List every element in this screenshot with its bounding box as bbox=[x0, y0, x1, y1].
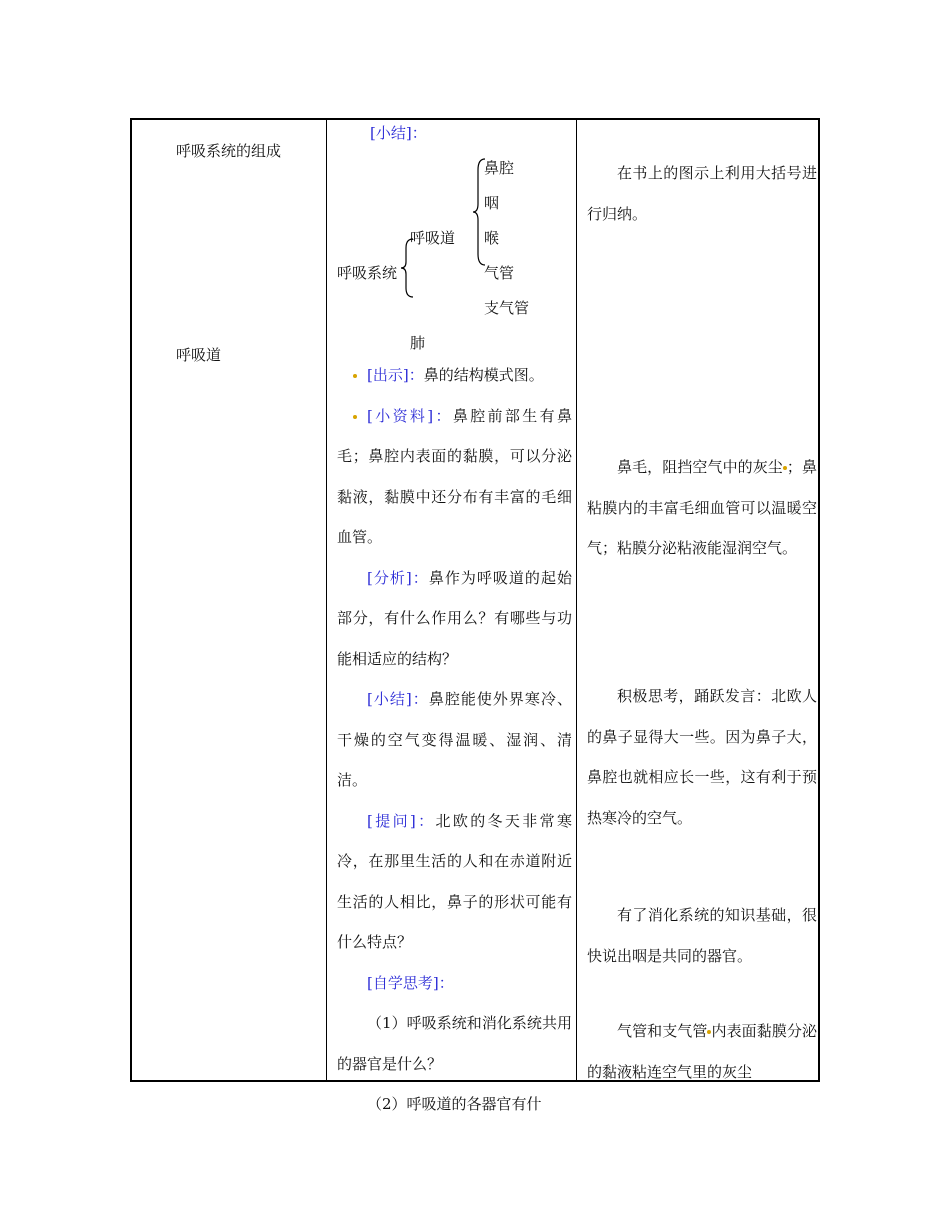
self-study-question-1: （1）呼吸系统和消化系统共用的器官是什么？ bbox=[337, 1014, 572, 1073]
section-heading-airway: 呼吸道 bbox=[176, 346, 222, 364]
student-activity-4 bbox=[587, 895, 817, 976]
activity-text: ；鼻粘膜内的丰富毛细血管可以温暖空气；粘膜分泌粘液能湿润空气。 bbox=[587, 458, 817, 557]
activity-text: 在书上的图示上利用大括号进行归纳。 bbox=[587, 164, 817, 223]
question-text: 北欧的冬天非常寒冷，在那里生活的人和在赤道附近生活的人相比，鼻子的形状可能有什么特点？ bbox=[337, 811, 572, 951]
section-heading-composition: 呼吸系统的组成 bbox=[176, 142, 282, 160]
info-tag: [小资料]： bbox=[367, 406, 453, 425]
diagram-branch-airway: 呼吸道 bbox=[410, 229, 456, 247]
column-divider bbox=[576, 120, 577, 1080]
activity-text: 鼻毛，阻挡空气中的灰尘 bbox=[617, 458, 783, 476]
student-activity-5 bbox=[587, 1011, 817, 1092]
student-activity-2 bbox=[587, 447, 817, 569]
diagram-root: 呼吸系统 bbox=[337, 264, 398, 282]
show-text: 鼻的结构模式图。 bbox=[423, 366, 544, 384]
inner-brace bbox=[472, 158, 486, 266]
diagram-branch-lung: 肺 bbox=[410, 334, 426, 352]
self-study-question-2: （2）呼吸道的各器官有什 bbox=[367, 1095, 542, 1113]
diagram-leaf: 鼻腔 bbox=[484, 159, 515, 177]
lesson-table bbox=[130, 118, 820, 1113]
diagram-leaf: 支气管 bbox=[484, 299, 530, 317]
show-tag: [出示]： bbox=[367, 366, 424, 384]
diagram-leaf: 气管 bbox=[484, 264, 515, 282]
summary-tag: [小结]： bbox=[370, 124, 427, 142]
summary-tag: [小结]： bbox=[367, 690, 429, 708]
diagram-leaf: 喉 bbox=[484, 229, 500, 247]
activity-text: 有了消化系统的知识基础，很快说出咽是共同的器官。 bbox=[587, 906, 817, 965]
analysis-tag: [分析]： bbox=[367, 568, 429, 587]
question-tag: [提问]： bbox=[367, 811, 436, 830]
bullet-dot bbox=[353, 415, 357, 419]
activity-text: 气管和支气管 bbox=[617, 1022, 708, 1040]
student-activity-3 bbox=[587, 676, 817, 838]
bullet-dot bbox=[353, 374, 357, 378]
activity-text: 内表面黏膜分泌的黏液粘连空气里的灰尘 bbox=[587, 1022, 817, 1081]
diagram-leaf: 咽 bbox=[484, 194, 500, 212]
info-text: 鼻腔前部生有鼻毛；鼻腔内表面的黏膜，可以分泌黏液，黏膜中还分布有丰富的毛细血管。 bbox=[337, 406, 572, 546]
self-study-tag: [自学思考]： bbox=[367, 973, 454, 992]
outer-brace bbox=[400, 238, 414, 298]
teaching-steps bbox=[337, 355, 572, 1125]
activity-text: 积极思考，踊跃发言：北欧人的鼻子显得大一些。因为鼻子大，鼻腔也就相应长一些，这有利于预热寒冷的空气。 bbox=[587, 687, 817, 827]
student-activity-1 bbox=[587, 153, 817, 234]
summary-text: 鼻腔能使外界寒冷、干燥的空气变得温暖、湿润、清洁。 bbox=[337, 690, 572, 789]
analysis-text: 鼻作为呼吸道的起始部分，有什么作用么？有哪些与功能相适应的结构？ bbox=[337, 568, 572, 668]
column-divider bbox=[326, 120, 327, 1080]
